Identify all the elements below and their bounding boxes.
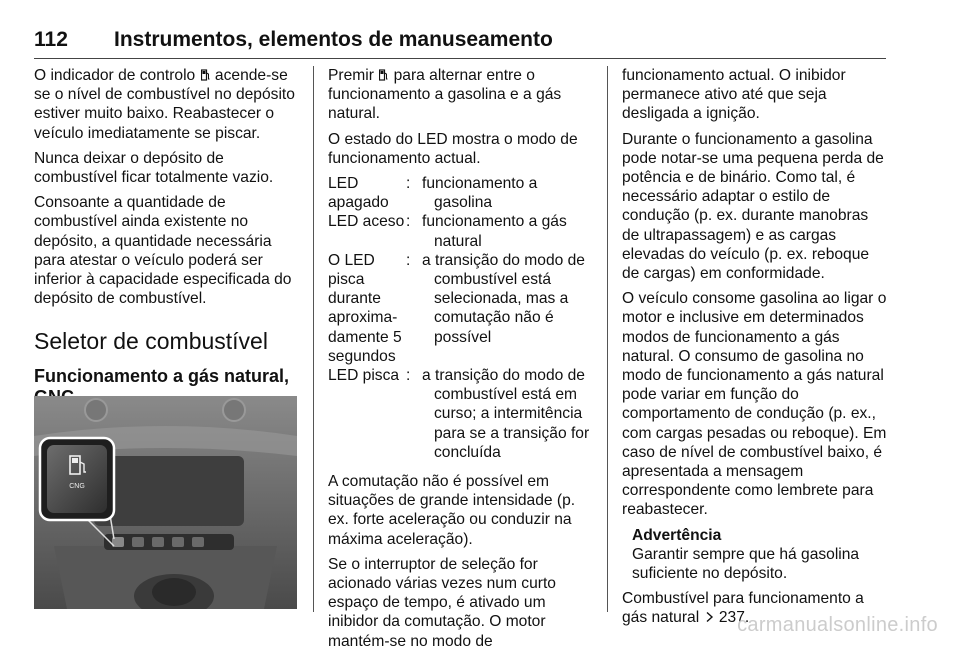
paragraph: Se o interruptor de seleção for acionado várias vezes num curto espaço de tempo, é ativado um inibidor da comutação. O motor mantém-se no modo de	[328, 555, 556, 650]
column-3	[622, 66, 888, 634]
chapter-title: Instrumentos, elementos de manuseamento	[114, 28, 553, 51]
page-header	[34, 28, 886, 59]
paragraph: O indicador de controlo acende-se se o nível de combustível no depósito estiver muito baixo. Reabastecer o veículo imediatamente se piscar.	[34, 67, 295, 142]
cross-reference[interactable]: Combustível para funcionamento a gás natural 237.	[622, 590, 864, 627]
page-ref[interactable]: 237.	[718, 609, 750, 627]
warning-text: Garantir sempre que há gasolina suficiente no depósito.	[632, 545, 860, 583]
section-title: Seletor de combustível	[34, 328, 268, 355]
led-status-table	[328, 174, 596, 462]
column-2	[328, 66, 596, 657]
paragraph: Nunca deixar o depósito de combustível ficar totalmente vazio.	[34, 149, 274, 187]
column-divider	[313, 66, 314, 612]
paragraph: A comutação não é possível em situações de grande intensidade (p. ex. forte aceleração ou conduzir na máxima aceleração).	[328, 473, 576, 548]
led-state: LED aceso	[328, 213, 405, 231]
fuel-pump-icon	[201, 69, 210, 81]
paragraph: Durante o funcionamento a gasolina pode notar-se uma pequena perda de potência e de binário. Como tal, é necessário adaptar o estilo de condução (p. ex. durante manobras de ultrapassagem) e as cargas elevadas do veículo (p. ex. reboque de cargas) em conformidade.	[622, 130, 884, 283]
cng-button-label: CNG	[69, 483, 85, 490]
cng-switch-figure	[34, 396, 297, 609]
column-1	[34, 66, 300, 408]
led-meaning: funcionamento a gás natural	[422, 213, 567, 250]
watermark: carmanualsonline.info	[737, 614, 938, 636]
table-row: LED aceso : funcionamento a gás natural	[328, 212, 596, 250]
paragraph: Premir para alternar entre o funcionamento a gasolina e a gás natural.	[328, 67, 562, 123]
page-reference-arrow-icon	[705, 611, 714, 623]
warning-box	[622, 526, 888, 584]
led-meaning: a transição do modo de combustível está em curso; a intermitência para se a transição for concluída	[422, 367, 590, 461]
led-state: LED pisca	[328, 367, 400, 385]
paragraph: O estado do LED mostra o modo de funcionamento actual.	[328, 130, 578, 167]
page-number: 112	[34, 28, 68, 51]
paragraph: O veículo consome gasolina ao ligar o motor e inclusive em determinados modos de funcionamento a gás natural. O consumo de gasolina no modo de funcionamento a gás natural pode variar em função do comportamento de condução (p. ex., com cargas pesadas ou reboque). Em caso de nível de combustível baixo, é apresentada a mensagem correspondente como lembrete para reabastecer.	[622, 290, 887, 519]
table-row: LED pisca : a transição do modo de combustível está em curso; a intermitência para se a transição for concluída	[328, 366, 596, 462]
led-meaning: a transição do modo de combustível está selecionada, mas a comutação não é possível	[422, 251, 585, 346]
column-divider	[607, 66, 608, 612]
led-meaning: funcionamento a gasolina	[422, 175, 538, 212]
table-row: O LED pisca durante aproximadamente 5 segundos : a transição do modo de combustível está selecionada, mas a comutação não é possível	[328, 251, 596, 366]
warning-title: Advertência	[632, 526, 722, 544]
led-state: LED apagado	[328, 175, 389, 212]
paragraph: Consoante a quantidade de combustível ainda existente no depósito, a quantidade necessária para atestar o veículo poderá ser inferior à capacidade especificada do depósito de combustível.	[34, 194, 292, 308]
dashboard-illustration	[34, 396, 297, 609]
fuel-selector-icon	[379, 69, 388, 81]
table-row: LED apagado : funcionamento a gasolina	[328, 174, 596, 212]
paragraph: funcionamento actual. O inibidor permanece ativo até que seja desligada a ignição.	[622, 67, 846, 123]
subsection-title: Funcionamento a gás natural,	[34, 366, 290, 387]
led-state: O LED pisca durante aproximadamente 5 segundos	[328, 251, 402, 365]
